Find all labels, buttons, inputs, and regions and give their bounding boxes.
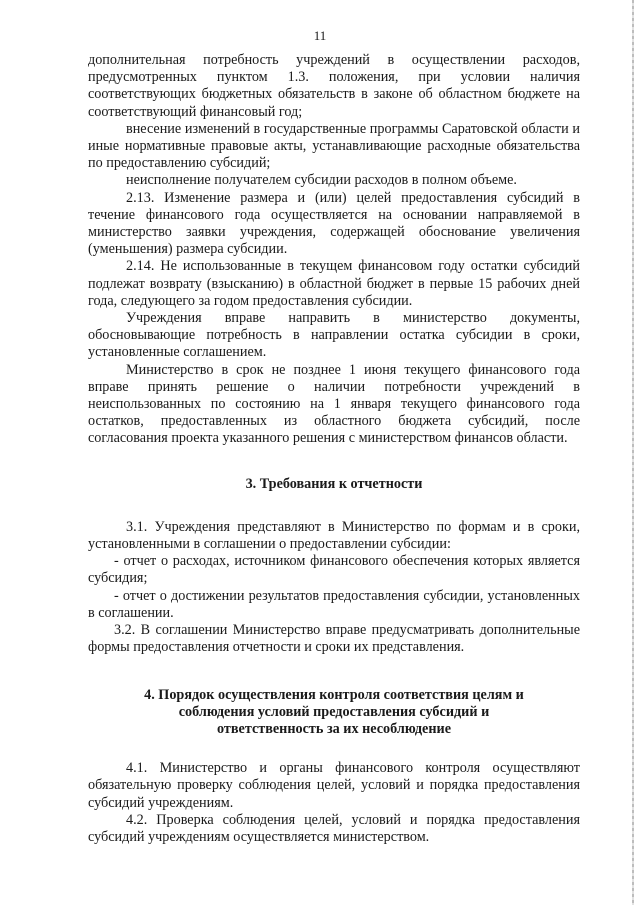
paragraph-4-2: 4.2. Проверка соблюдения целей, условий и порядка предоставления субсидий учреждениям осуществляется министерством. [88, 811, 580, 845]
paragraph-2-13: 2.13. Изменение размера и (или) целей предоставления субсидий в течение финансового года осуществляется на основании направляемой в министерство заявки учреждения, содержащей обоснование увеличения (уменьшения) размера субсидии. [88, 189, 580, 258]
document-body [88, 52, 580, 846]
paragraph-non-execution: неисполнение получателем субсидии расходов в полном объеме. [126, 172, 517, 189]
section-4-heading-line-1: 4. Порядок осуществления контроля соответствия целям и [144, 686, 524, 703]
paragraph-2-14: 2.14. Не использованные в текущем финансовом году остатки субсидий подлежат возврату (взысканию) в областной бюджет в первые 15 рабочих дней года, следующего за годом предоставления субсидии. [88, 258, 580, 309]
section-4-heading [88, 687, 580, 739]
section-4-heading-line-2: соблюдения условий предоставления субсидий и [178, 703, 490, 720]
paragraph-documents: Учреждения вправе направить в министерство документы, обосновывающие потребность в направлении остатка субсидии в сроки, установленные соглашением. [88, 310, 580, 361]
paragraph-3-2: 3.2. В соглашении Министерство вправе предусматривать дополнительные формы предоставления отчетности и сроки их представления. [88, 622, 580, 656]
bullet-results-report: - отчет о достижении результатов предоставления субсидии, установленных в соглашении. [88, 587, 580, 621]
section-4-heading-line-3: ответственность за их несоблюдение [216, 720, 451, 737]
paragraph-additional-need: дополнительная потребность учреждений в осуществлении расходов, предусмотренных пунктом 1.3. положения, при условии наличия соответствующих бюджетных обязательств в законе об областном бюджете на соответствующий финансовый год; [88, 52, 580, 120]
paragraph-program-changes: внесение изменений в государственные программы Саратовской области и иные нормативные правовые акты, устанавливающие расходные обязательства по предоставлению субсидий; [88, 120, 580, 172]
paragraph-4-1: 4.1. Министерство и органы финансового контроля осуществляют обязательную проверку соблюдения целей, условий и порядка предоставления субсидий учреждениям. [88, 760, 580, 811]
scan-edge [632, 0, 634, 905]
bullet-expense-report: - отчет о расходах, источником финансового обеспечения которых является субсидия; [88, 553, 580, 587]
page-number: 11 [313, 28, 327, 43]
paragraph-3-1: 3.1. Учреждения представляют в Министерство по формам и в сроки, установленными в соглашении о предоставлении субсидии: [88, 518, 580, 553]
paragraph-ministry-decision: Министерство в срок не позднее 1 июня текущего финансового года вправе принять решение о наличии потребности учреждений в неиспользованных по состоянию на 1 января текущего финансового года остатков, предоставленных из областного бюджета субсидий, после согласования проекта указанного решения с министерством финансов области. [88, 361, 580, 447]
section-3-heading: 3. Требования к отчетности [245, 475, 423, 492]
